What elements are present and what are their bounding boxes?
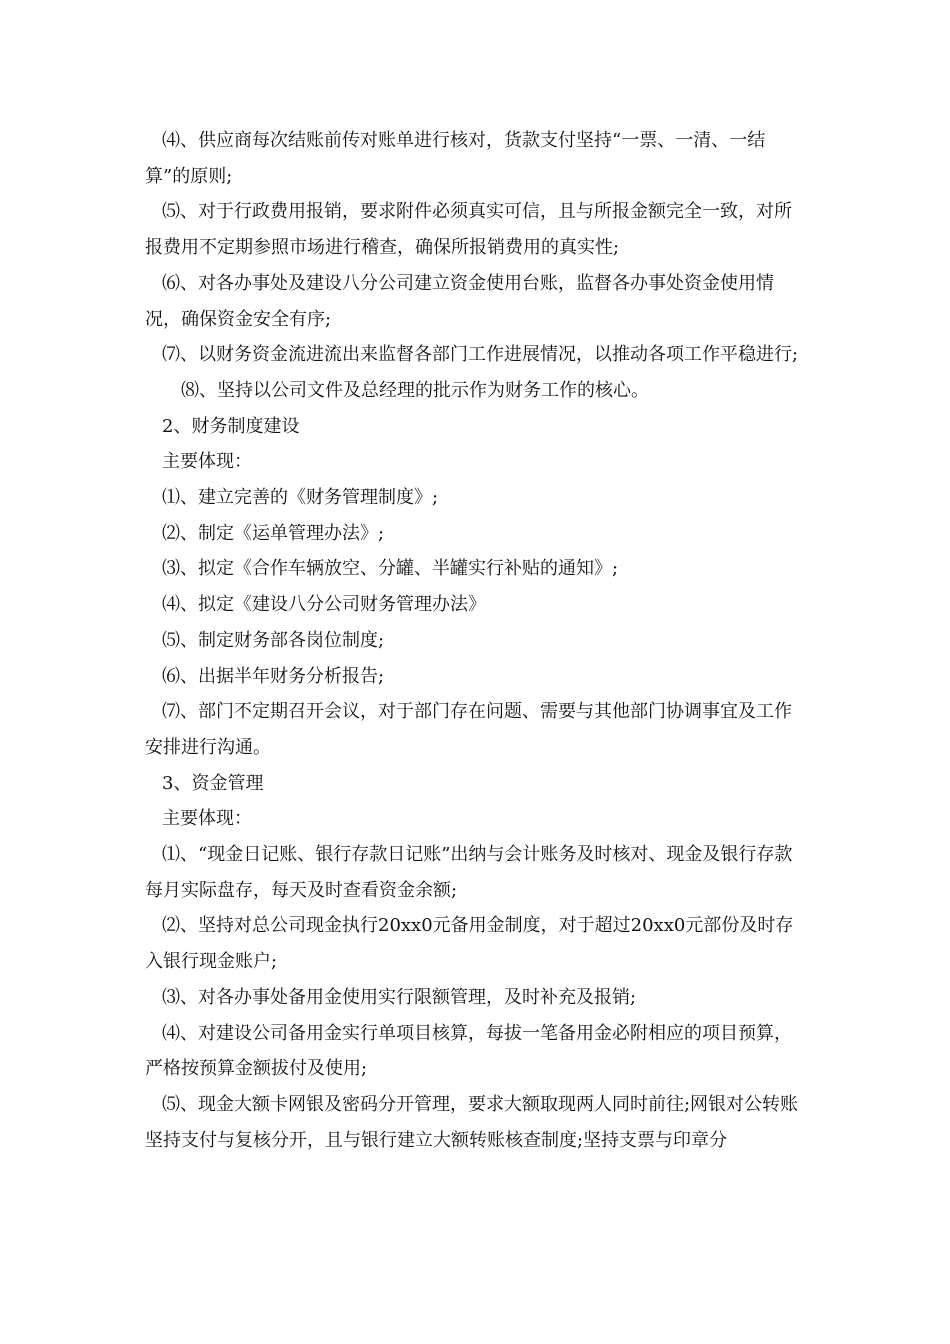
paragraph-branch-finance-rules: ⑷、拟定《建设八分公司财务管理办法》 [162, 594, 486, 616]
paragraph-main-points-label-2: 主要体现： [162, 808, 252, 830]
paragraph-core-principle: ⑻、坚持以公司文件及总经理的批示作为财务工作的核心。 [181, 379, 649, 401]
paragraph-online-banking: ⑸、现金大额卡网银及密码分开管理，要求大额取现两人同时前往;网银对公转账坚持支付与复核分开，且与银行建立大额转账核查制度;坚持支票与印章分 [145, 1093, 799, 1151]
paragraph-petty-cash-limit: ⑵、坚持对总公司现金执行20xx0元备用金制度，对于超过20xx0元部份及时存入银行现金账户; [145, 915, 794, 973]
paragraph-half-year-report: ⑹、出据半年财务分析报告; [162, 665, 385, 687]
section-heading-fund-management: 3、资金管理 [162, 772, 264, 794]
paragraph-department-meetings: ⑺、部门不定期召开会议，对于部门存在问题、需要与其他部门协调事宜及工作安排进行沟通。 [145, 701, 792, 758]
paragraph-vehicle-subsidy: ⑶、拟定《合作车辆放空、分罐、半罐实行补贴的通知》; [162, 558, 619, 580]
paragraph-fund-ledger: ⑹、对各办事处及建设八分公司建立资金使用台账，监督各办事处资金使用情况，确保资金安全有序; [145, 272, 774, 330]
paragraph-main-points-label: 主要体现： [162, 451, 252, 473]
paragraph-waybill-rules: ⑵、制定《运单管理办法》; [162, 522, 385, 544]
document-body [145, 123, 805, 1158]
paragraph-admin-expense: ⑸、对于行政费用报销，要求附件必须真实可信，且与所报金额完全一致，对所报费用不定期参照市场进行稽查，确保所报销费用的真实性; [145, 201, 792, 259]
paragraph-cash-flow-monitor: ⑺、以财务资金流进流出来监督各部门工作进展情况，以推动各项工作平稳进行; [162, 344, 799, 366]
paragraph-journal-reconciliation: ⑴、“现金日记账、银行存款日记账”出纳与会计账务及时核对、现金及银行存款每月实际盘存，每天及时查看资金余额; [145, 844, 793, 901]
paragraph-position-rules: ⑸、制定财务部各岗位制度; [162, 629, 385, 651]
paragraph-supplier-reconciliation: ⑷、供应商每次结账前传对账单进行核对，货款支付坚持“一票、一清、一结算”的原则; [145, 130, 766, 187]
section-heading-financial-system: 2、财务制度建设 [162, 415, 300, 437]
paragraph-finance-management-rules: ⑴、建立完善的《财务管理制度》; [162, 487, 439, 509]
paragraph-office-petty-cash: ⑶、对各办事处备用金使用实行限额管理，及时补充及报销; [162, 986, 637, 1008]
paragraph-project-budget: ⑷、对建设公司备用金实行单项目核算，每拔一笔备用金必附相应的项目预算，严格按预算金额拔付及使用; [145, 1022, 792, 1080]
